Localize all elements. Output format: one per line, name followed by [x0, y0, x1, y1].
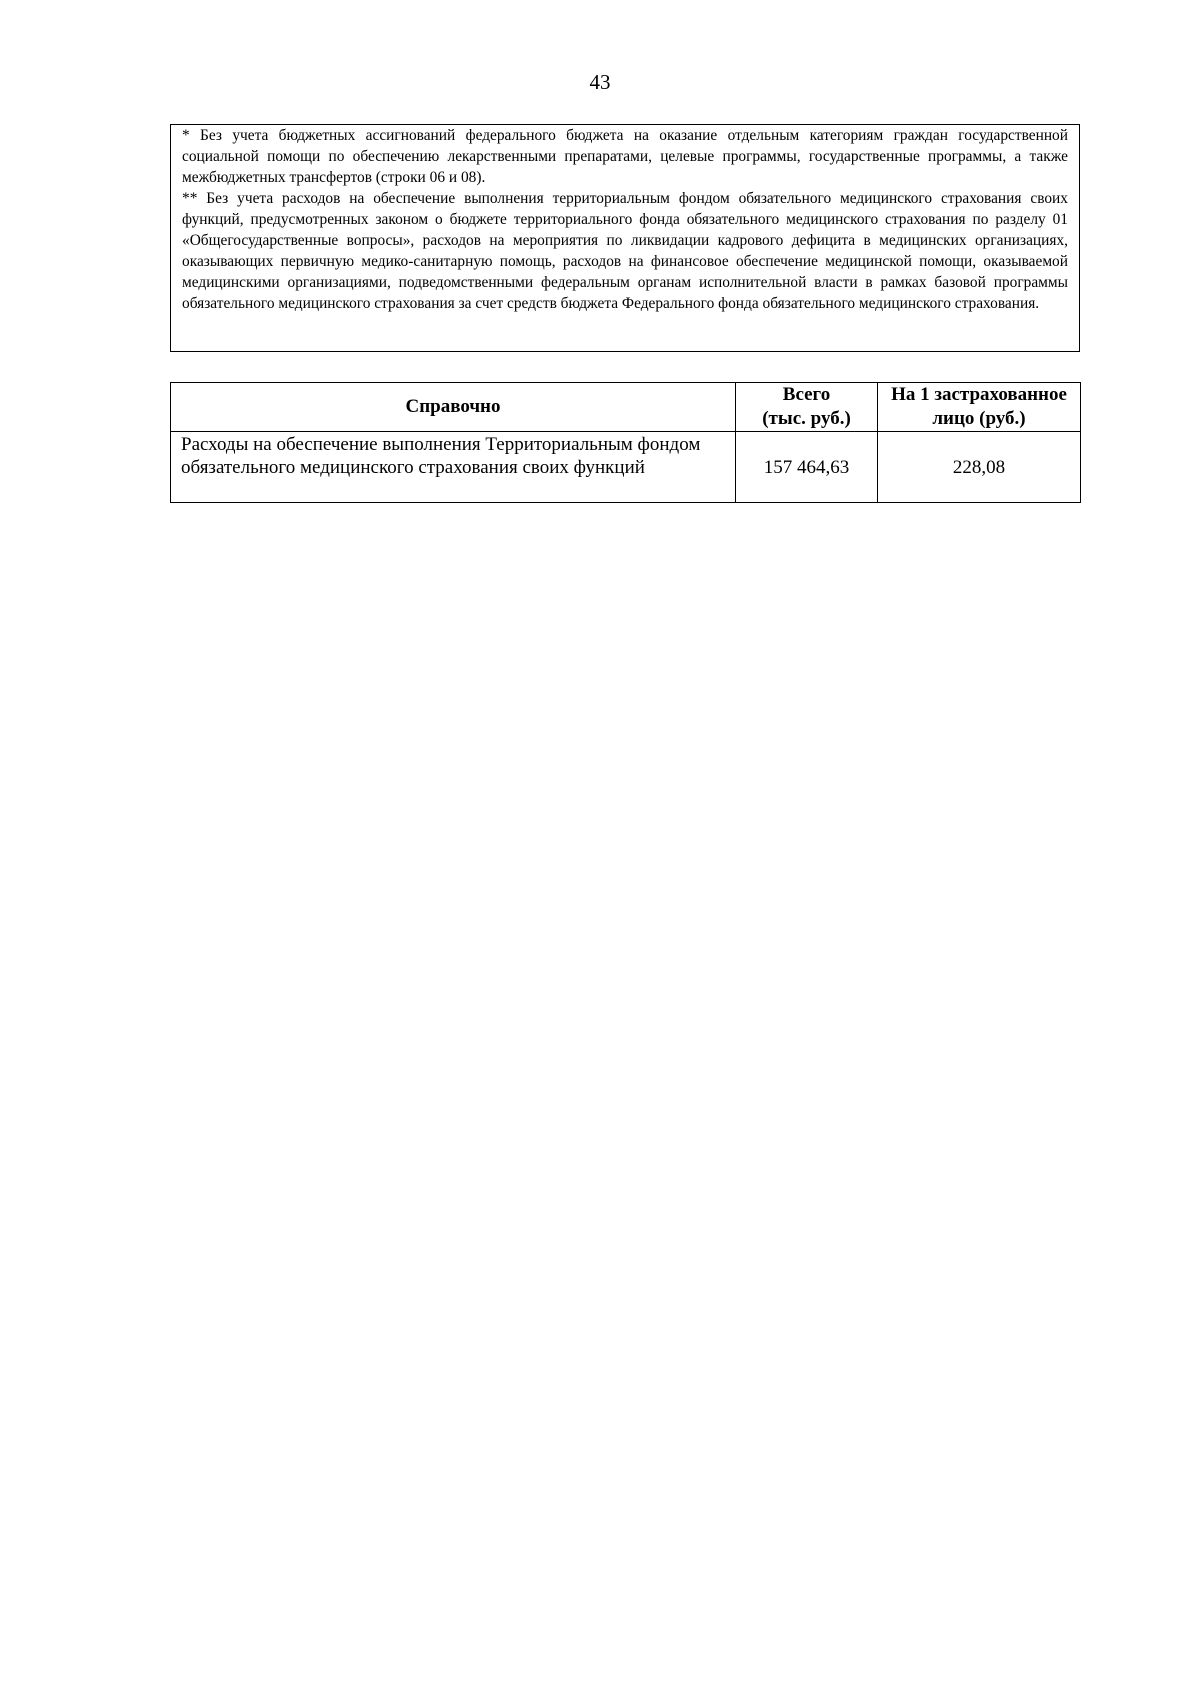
- header-label: Справочно: [171, 383, 736, 432]
- reference-table: [170, 382, 1081, 503]
- table-row: [171, 432, 1081, 503]
- header-total-line1: Всего: [782, 384, 831, 405]
- row-total: 157 464,63: [736, 432, 878, 503]
- table-header-row: [171, 383, 1081, 432]
- header-total-line2: (тыс. руб.): [762, 408, 851, 429]
- header-per-person: [878, 383, 1081, 432]
- header-per-person-line2: лицо (руб.): [932, 408, 1026, 429]
- footnote-single-asterisk: * Без учета бюджетных ассигнований федерального бюджета на оказание отдельным категориям граждан государственной социальной помощи по обеспечению лекарственными препаратами, целевые программы, государственные программы, а также межбюджетных трансфертов (строки 06 и 08).: [182, 127, 1068, 186]
- header-total: [736, 383, 878, 432]
- footnote-double-asterisk: ** Без учета расходов на обеспечение выполнения территориальным фондом обязательного медицинского страхования своих функций, предусмотренных законом о бюджете территориального фонда обязательного медицинского страхования по разделу 01 «Общегосударственные вопросы», расходов на мероприятия по ликвидации кадрового дефицита в медицинских организациях, оказывающих первичную медико-санитарную помощь, расходов на финансовое обеспечение медицинской помощи, оказываемой медицинскими организациями, подведомственными федеральным органам исполнительной власти в рамках базовой программы обязательного медицинского страхования за счет средств бюджета Федерального фонда обязательного медицинского страхования.: [182, 190, 1068, 312]
- page-number: 43: [589, 70, 611, 94]
- footnotes-box: [170, 124, 1080, 352]
- header-per-person-line1: На 1 застрахованное: [891, 384, 1067, 405]
- row-per-person: 228,08: [878, 432, 1081, 503]
- row-description: Расходы на обеспечение выполнения Территориальным фондом обязательного медицинского страхования своих функций: [171, 432, 736, 503]
